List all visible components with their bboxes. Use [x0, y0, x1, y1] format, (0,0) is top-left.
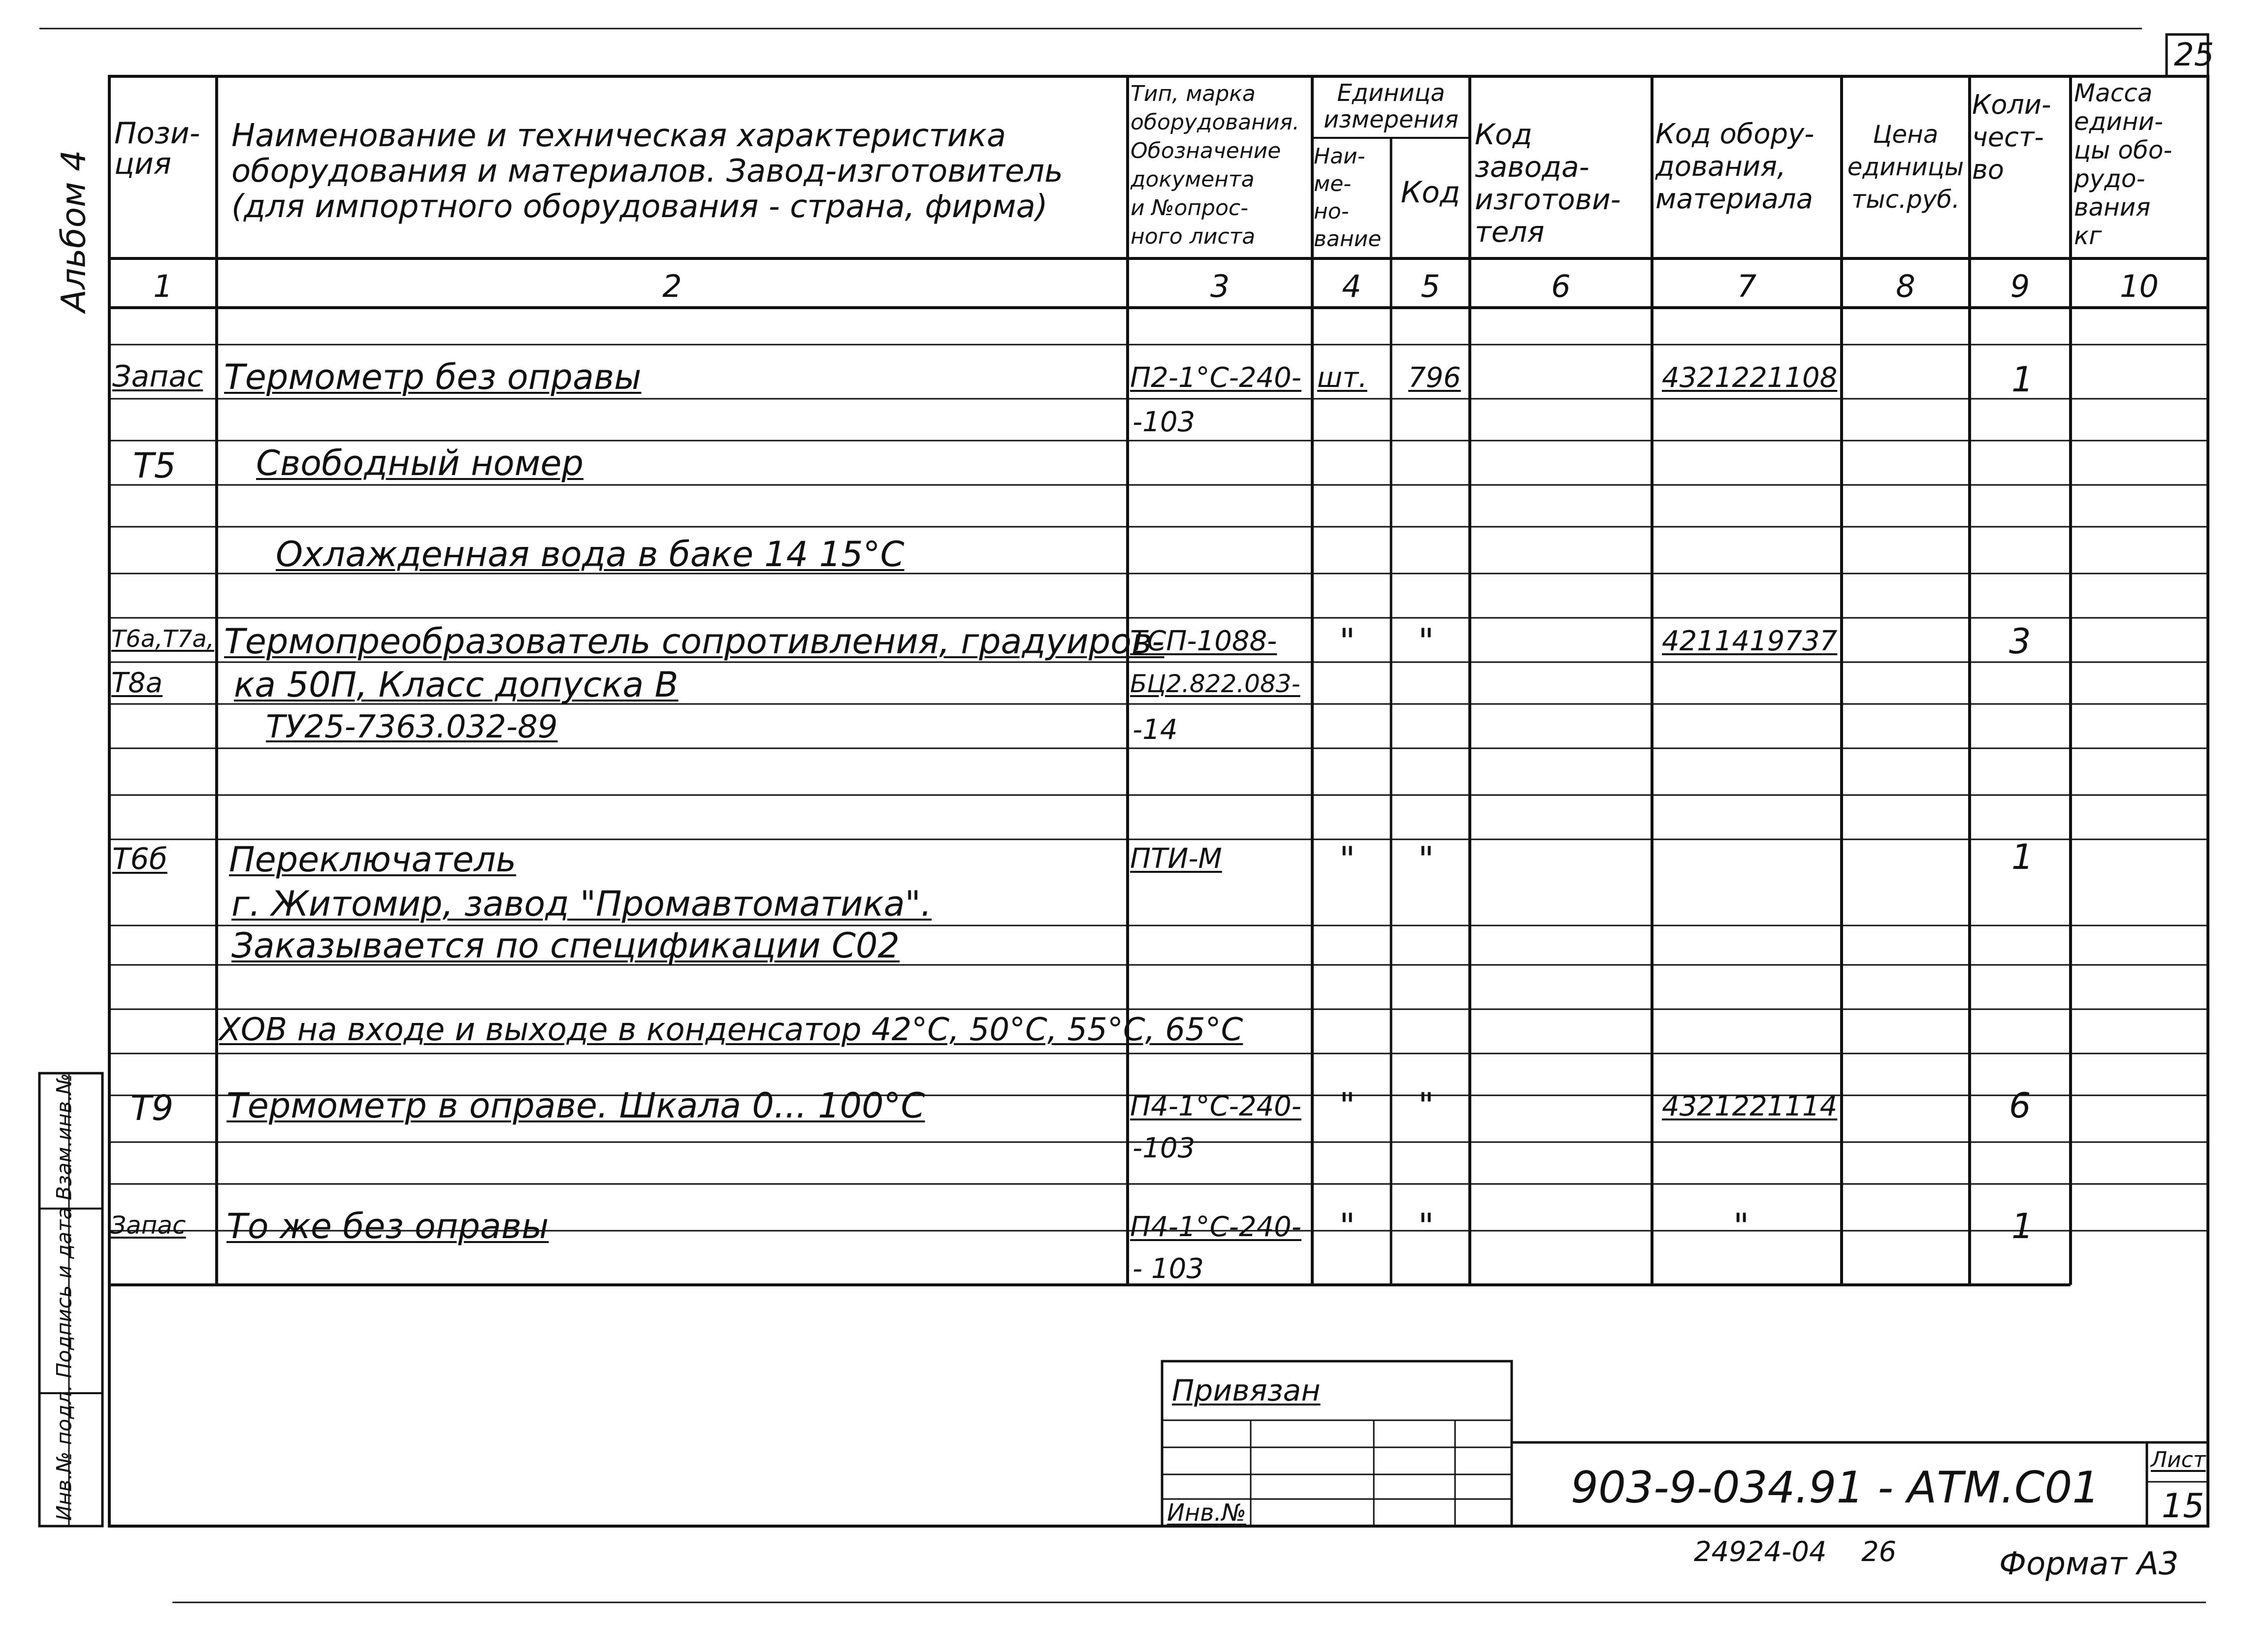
document-code: 903-9-034.91 - АТМ.С01: [1571, 1462, 2100, 1513]
row-type: -14: [1133, 714, 1178, 746]
row-quantity: 1: [2011, 1206, 2034, 1246]
row-unit-code: ": [1418, 621, 1434, 662]
col-number: 7: [1737, 268, 1757, 304]
header-quantity: Коли- чест- во: [1972, 89, 2051, 185]
row-quantity: 6: [2009, 1085, 2031, 1126]
row-name: Переключатель: [229, 839, 517, 880]
row-name: Термопреобразователь сопротивления, градуиров-: [224, 621, 1165, 662]
row-type: П4-1°С-240-: [1130, 1090, 1301, 1122]
stamp-privyazan: Привязан: [1172, 1373, 1321, 1408]
row-quantity: 1: [2011, 359, 2034, 400]
row-quantity: 3: [2009, 621, 2031, 662]
col-number: 4: [1342, 268, 1361, 304]
row-name: ТУ25-7363.032-89: [266, 709, 558, 745]
header-mass: Масса едини- цы обо- рудо- вания кг: [2074, 79, 2172, 250]
row-type: ТСП-1088-: [1130, 625, 1277, 657]
row-equipment-code: 4211419737: [1662, 625, 1838, 657]
row-type: - 103: [1133, 1253, 1204, 1285]
row-unit: ": [1339, 621, 1356, 662]
row-name: г. Житомир, завод "Промавтоматика".: [231, 884, 932, 924]
row-type: -103: [1133, 406, 1196, 438]
stamp-inv-number: Инв.№: [1167, 1499, 1246, 1527]
row-position: Запас: [112, 359, 203, 394]
row-position: Т9: [130, 1088, 174, 1128]
row-name: Термометр в оправе. Шкала 0... 100°С: [227, 1085, 925, 1126]
row-type: П4-1°С-240-: [1130, 1211, 1301, 1243]
col-number: 3: [1210, 268, 1230, 304]
row-unit-code: ": [1418, 1085, 1434, 1126]
header-unit-name: Наи- ме- но- вание: [1314, 144, 1382, 252]
col-number: 9: [2010, 268, 2030, 304]
row-unit-code: ": [1418, 839, 1434, 880]
row-name: То же без оправы: [227, 1206, 549, 1246]
header-unit: Единица измерения: [1324, 79, 1458, 133]
row-name: Свободный номер: [256, 443, 584, 483]
list-number: 15: [2162, 1487, 2204, 1526]
page-number: 26: [1861, 1536, 1897, 1568]
list-label: Лист: [2151, 1447, 2206, 1472]
header-position: Пози- ция: [114, 116, 200, 181]
row-unit: шт.: [1317, 362, 1367, 394]
row-name: ка 50П, Класс допуска В: [234, 665, 679, 705]
header-equipment-code: Код обору- дования, материала: [1655, 118, 1814, 215]
row-position: Запас: [110, 1211, 186, 1240]
row-type: -103: [1133, 1132, 1196, 1164]
row-name: Термометр без оправы: [224, 357, 642, 397]
col-number: 1: [153, 268, 173, 304]
header-name: Наименование и техническая характеристика оборудования и материалов. Завод-изготовитель (для импортного оборудования - страна, фирма): [231, 118, 1063, 225]
row-position: Т5: [133, 446, 176, 486]
row-unit: ": [1339, 839, 1356, 880]
row-name: Заказывается по спецификации С02: [231, 926, 900, 966]
row-unit: ": [1339, 1206, 1356, 1246]
header-plant-code: Код завода- изготови- теля: [1475, 118, 1621, 249]
row-equipment-code: 4321221114: [1662, 1090, 1838, 1122]
header-type: Тип, марка оборудования. Обозначение документа и №опрос- ного листа: [1131, 81, 1299, 249]
format-label: Формат А3: [1999, 1546, 2179, 1582]
col-number: 2: [662, 268, 682, 304]
sheet-number: 25: [2174, 37, 2214, 73]
side-stamp: Инв.№ подл. Подпись и дата Взам.инв.№: [52, 1073, 76, 1521]
row-unit-code: ": [1418, 1206, 1434, 1246]
row-equipment-code: 4321221108: [1662, 362, 1838, 394]
col-number: 10: [2120, 268, 2159, 304]
header-price: Цена единицы тыс.руб.: [1847, 120, 1964, 214]
row-unit-code: 796: [1408, 362, 1461, 394]
col-number: 5: [1421, 268, 1440, 304]
header-unit-code: Код: [1400, 175, 1460, 210]
row-position: Т8а: [111, 667, 163, 699]
row-quantity: 1: [2011, 837, 2034, 877]
order-number: 24924-04: [1694, 1536, 1827, 1568]
row-position: Т6а,Т7а,: [111, 625, 215, 653]
row-equipment-code: ": [1733, 1206, 1750, 1246]
row-unit: ": [1339, 1085, 1356, 1126]
album-label: Альбом 4: [54, 150, 94, 313]
row-type: ПТИ-М: [1130, 843, 1222, 875]
row-position: Т6б: [112, 842, 167, 876]
row-section-title: Охлажденная вода в баке 14 15°С: [276, 534, 905, 575]
row-type: П2-1°С-240-: [1130, 362, 1301, 394]
row-type: БЦ2.822.083-: [1130, 670, 1300, 698]
row-section-title: ХОВ на входе и выходе в конденсатор 42°С, 50°С, 55°С, 65°С: [219, 1012, 1243, 1048]
col-number: 6: [1551, 268, 1571, 304]
col-number: 8: [1896, 268, 1915, 304]
